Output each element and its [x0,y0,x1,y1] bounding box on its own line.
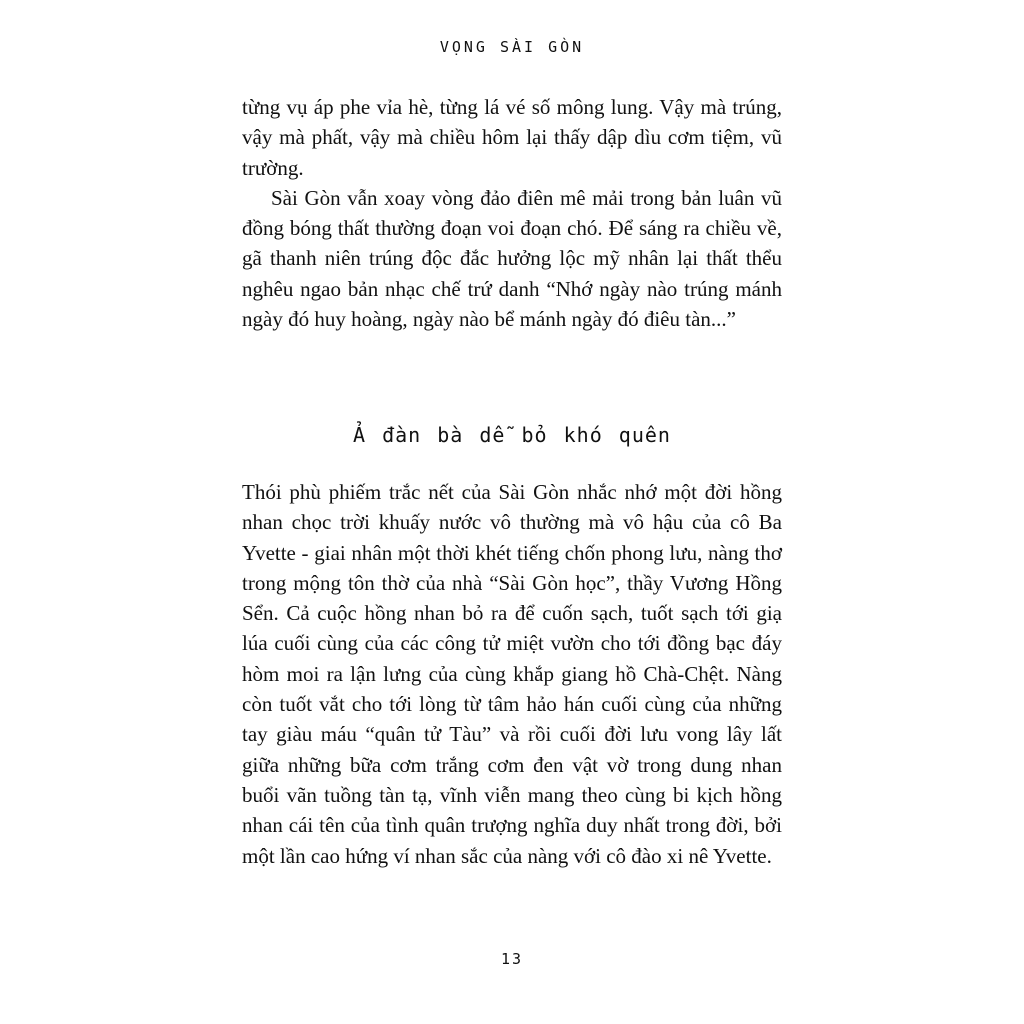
body-text-top [242,92,782,334]
paragraph: Sài Gòn vẫn xoay vòng đảo điên mê mải trong bản luân vũ đồng bóng thất thường đoạn voi đoạn chó. Để sáng ra chiều về, gã thanh niên trúng độc đắc hưởng lộc mỹ nhân lại thất thểu nghêu ngao bản nhạc chế trứ danh “Nhớ ngày nào trúng mánh ngày đó huy hoàng, ngày nào bể mánh ngày đó điêu tàn...” [242,185,782,332]
body-text-bottom [242,477,782,871]
page-number: 13 [500,950,524,968]
paragraph: Thói phù phiếm trắc nết của Sài Gòn nhắc nhớ một đời hồng nhan chọc trời khuấy nước vô thường mà vô hậu của cô Ba Yvette - giai nhân một thời khét tiếng chốn phong lưu, nàng thơ trong mộng tôn thờ của nhà “Sài Gòn học”, thầy Vương Hồng Sển. Cả cuộc hồng nhan bỏ ra để cuốn sạch, tuốt sạch tới giạ lúa cuối cùng của các công tử miệt vườn cho tới đồng bạc đáy hòm moi ra lận lưng của cùng khắp giang hồ Chà-Chệt. Nàng còn tuốt vắt cho tới lòng từ tâm hảo hán cuối cùng của những tay giàu máu “quân tử Tàu” và rồi cuối đời lưu vong lây lất giữa những bữa cơm trắng cơm đen vật vờ trong dung nhan buổi vãn tuồng tàn tạ, vĩnh viễn mang theo cùng bi kịch hồng nhan cái tên của tình quân trượng nghĩa duy nhất trong đời, bởi một lần cao hứng ví nhan sắc của nàng với cô đào xi nê Yvette. [242,480,782,868]
running-head: VỌNG SÀI GÒN [439,38,585,56]
section-heading: Ả đàn bà dễ bỏ khó quên [353,423,671,447]
paragraph-continuation: từng vụ áp phe vỉa hè, từng lá vé số mông lung. Vậy mà trúng, vậy mà phất, vậy mà chiều hôm lại thấy dập dìu cơm tiệm, vũ trường. [242,95,782,180]
